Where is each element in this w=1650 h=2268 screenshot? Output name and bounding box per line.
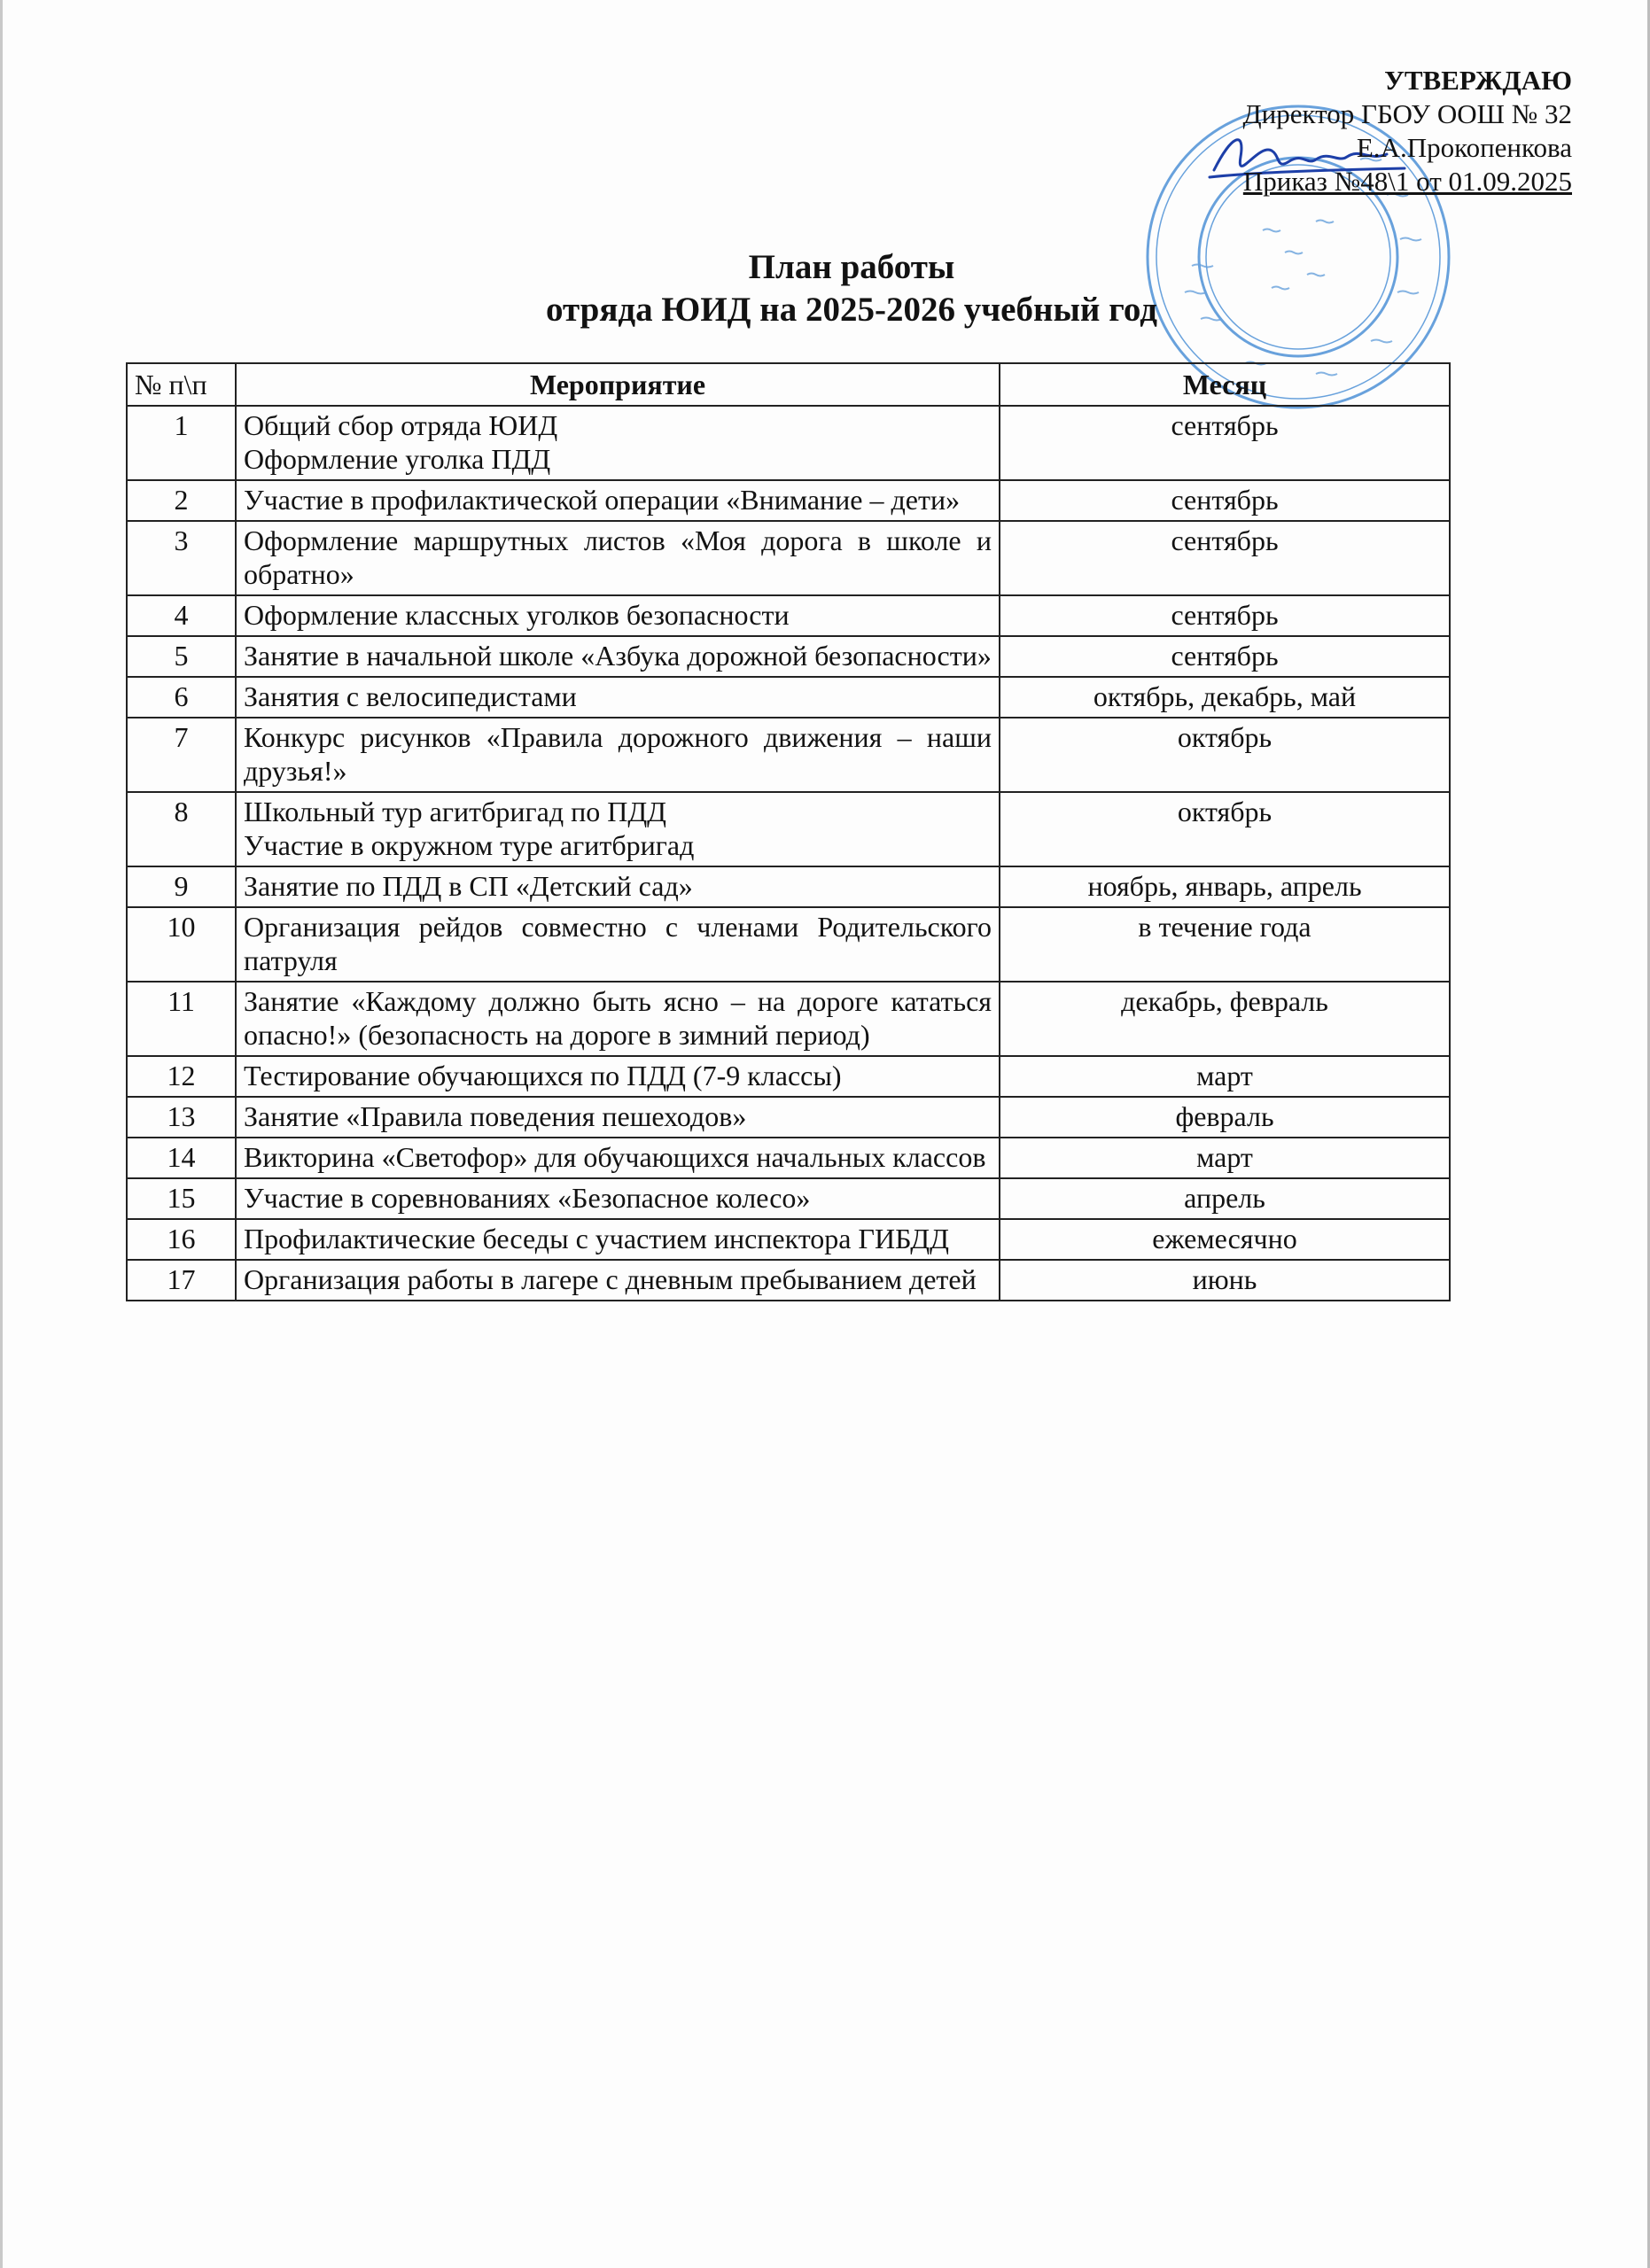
row-month: апрель — [1000, 1178, 1450, 1219]
table-row — [127, 595, 1450, 636]
row-number: 6 — [127, 677, 236, 718]
event-line: Участие в профилактической операции «Внимание – дети» — [244, 484, 961, 516]
event-line: Участие в окружном туре агитбригад — [244, 829, 695, 861]
row-month: октябрь — [1000, 792, 1450, 866]
row-month: сентябрь — [1000, 595, 1450, 636]
row-month: сентябрь — [1000, 406, 1450, 480]
row-event — [236, 1097, 1000, 1138]
approval-block — [1242, 64, 1572, 198]
row-number: 1 — [127, 406, 236, 480]
scan-edge-left — [0, 0, 3, 2268]
row-event — [236, 718, 1000, 792]
table-row — [127, 1178, 1450, 1219]
row-event — [236, 982, 1000, 1056]
event-line: Занятие в начальной школе «Азбука дорожной безопасности» — [244, 640, 992, 672]
approval-title: УТВЕРЖДАЮ — [1384, 65, 1572, 96]
table-row — [127, 718, 1450, 792]
row-number: 10 — [127, 907, 236, 982]
row-number: 5 — [127, 636, 236, 677]
row-month: февраль — [1000, 1097, 1450, 1138]
event-line: Оформление маршрутных листов «Моя дорога в школе и обратно» — [244, 524, 992, 590]
event-line: Занятие по ПДД в СП «Детский сад» — [244, 870, 693, 902]
plan-table — [126, 362, 1451, 1301]
row-number: 8 — [127, 792, 236, 866]
event-line: Викторина «Светофор» для обучающихся начальных классов — [244, 1141, 986, 1173]
event-line: Организация рейдов совместно с членами Родительского патруля — [244, 911, 992, 976]
row-month: июнь — [1000, 1260, 1450, 1301]
row-event — [236, 1178, 1000, 1219]
table-row — [127, 677, 1450, 718]
row-event — [236, 1260, 1000, 1301]
table-row — [127, 1260, 1450, 1301]
row-event — [236, 595, 1000, 636]
header-month: Месяц — [1000, 363, 1450, 406]
event-line: Участие в соревнованиях «Безопасное колесо» — [244, 1182, 811, 1214]
row-event — [236, 406, 1000, 480]
row-event — [236, 636, 1000, 677]
row-number: 16 — [127, 1219, 236, 1260]
event-line: Занятия с велосипедистами — [244, 680, 577, 712]
approval-order: Приказ №48\1 от 01.09.2025 — [1242, 166, 1572, 197]
row-number: 3 — [127, 521, 236, 595]
header-event: Мероприятие — [236, 363, 1000, 406]
table-row — [127, 982, 1450, 1056]
event-line: Школьный тур агитбригад по ПДД — [244, 796, 666, 827]
row-event — [236, 907, 1000, 982]
row-event — [236, 1219, 1000, 1260]
table-row — [127, 792, 1450, 866]
row-event — [236, 1138, 1000, 1178]
row-number: 13 — [127, 1097, 236, 1138]
row-month: октябрь — [1000, 718, 1450, 792]
event-line: Оформление уголка ПДД — [244, 443, 551, 475]
event-line: Занятие «Каждому должно быть ясно – на дороге кататься опасно!» (безопасность на дороге в зимний период) — [244, 985, 992, 1051]
row-event — [236, 480, 1000, 521]
table-row — [127, 1097, 1450, 1138]
table-row — [127, 1219, 1450, 1260]
event-line: Профилактические беседы с участием инспектора ГИБДД — [244, 1223, 949, 1254]
event-line: Конкурс рисунков «Правила дорожного движения – наши друзья!» — [244, 721, 992, 787]
row-month: в течение года — [1000, 907, 1450, 982]
header-num: № п\п — [127, 363, 236, 406]
table-header-row — [127, 363, 1450, 406]
row-number: 17 — [127, 1260, 236, 1301]
row-number: 9 — [127, 866, 236, 907]
row-month: сентябрь — [1000, 521, 1450, 595]
table-row — [127, 866, 1450, 907]
row-number: 4 — [127, 595, 236, 636]
row-month: ежемесячно — [1000, 1219, 1450, 1260]
approval-position: Директор ГБОУ ООШ № 32 — [1242, 98, 1572, 129]
title-line-2: отряда ЮИД на 2025-2026 учебный год — [546, 291, 1157, 329]
row-number: 14 — [127, 1138, 236, 1178]
event-line: Тестирование обучающихся по ПДД (7-9 классы) — [244, 1060, 842, 1091]
row-month: сентябрь — [1000, 636, 1450, 677]
table-row — [127, 1056, 1450, 1097]
row-event — [236, 1056, 1000, 1097]
row-month: март — [1000, 1138, 1450, 1178]
document-title — [0, 246, 1650, 331]
table-row — [127, 406, 1450, 480]
row-number: 2 — [127, 480, 236, 521]
table-row — [127, 1138, 1450, 1178]
row-event — [236, 521, 1000, 595]
row-month: декабрь, февраль — [1000, 982, 1450, 1056]
row-event — [236, 866, 1000, 907]
approval-name: Е.А.Прокопенкова — [1356, 132, 1572, 163]
row-month: март — [1000, 1056, 1450, 1097]
table-row — [127, 521, 1450, 595]
table-body — [127, 406, 1450, 1301]
title-line-1: План работы — [748, 248, 955, 286]
row-number: 15 — [127, 1178, 236, 1219]
row-month: сентябрь — [1000, 480, 1450, 521]
row-event — [236, 792, 1000, 866]
event-line: Организация работы в лагере с дневным пребыванием детей — [244, 1263, 977, 1295]
table-row — [127, 636, 1450, 677]
row-number: 7 — [127, 718, 236, 792]
table-row — [127, 907, 1450, 982]
event-line: Оформление классных уголков безопасности — [244, 599, 790, 631]
row-month: ноябрь, январь, апрель — [1000, 866, 1450, 907]
row-number: 12 — [127, 1056, 236, 1097]
table-row — [127, 480, 1450, 521]
row-month: октябрь, декабрь, май — [1000, 677, 1450, 718]
row-number: 11 — [127, 982, 236, 1056]
row-event — [236, 677, 1000, 718]
event-line: Занятие «Правила поведения пешеходов» — [244, 1100, 747, 1132]
event-line: Общий сбор отряда ЮИД — [244, 409, 558, 441]
